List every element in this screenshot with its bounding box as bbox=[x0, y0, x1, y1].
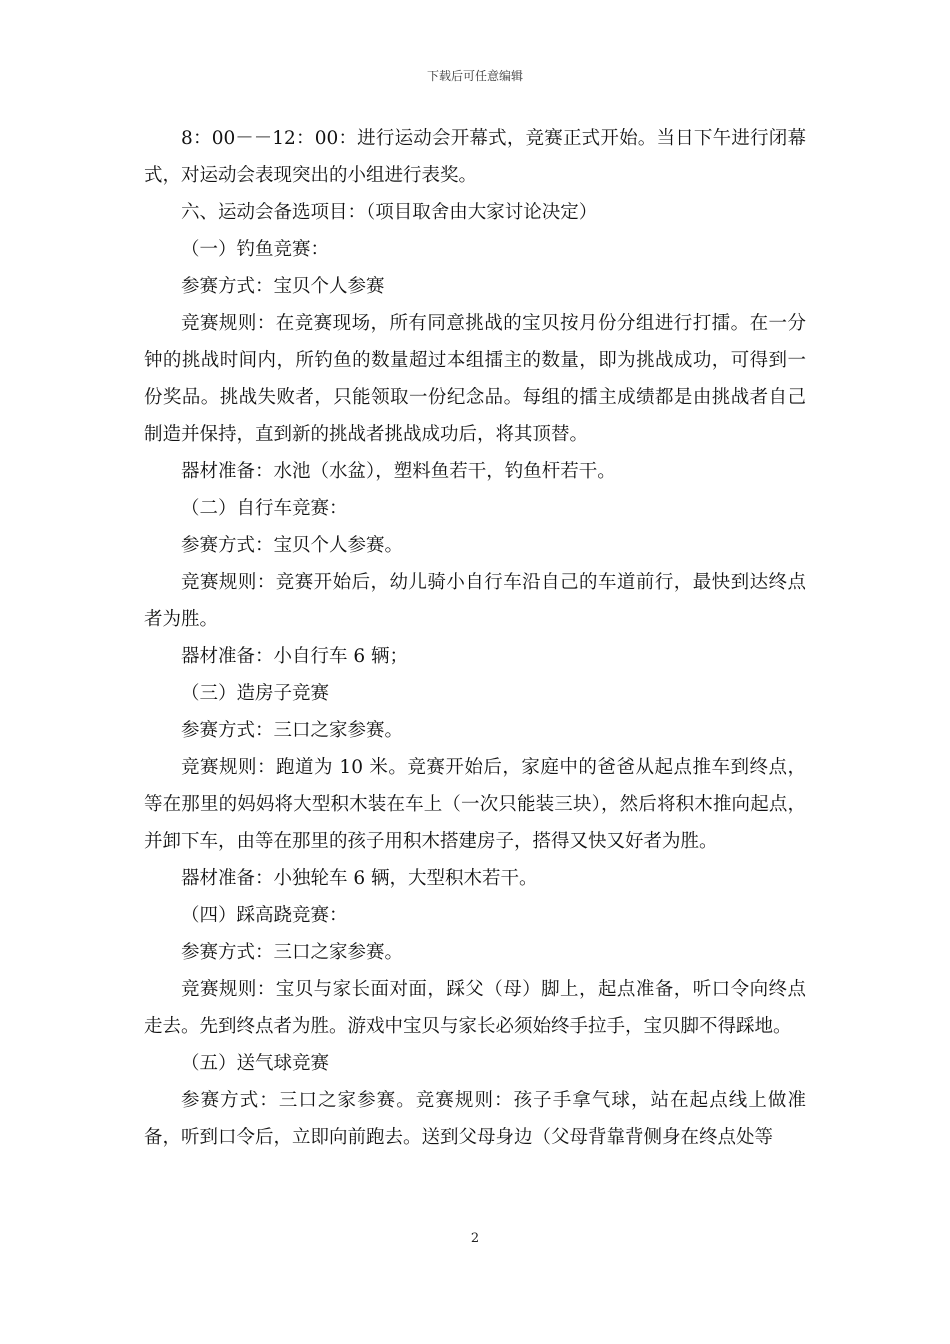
paragraph: 参赛方式：宝贝个人参赛。 bbox=[181, 535, 404, 556]
paragraph: 竞赛规则：宝贝与家长面对面，踩父（母）脚上，起点准备，听口令向终点走去。先到终点者为胜。游戏中宝贝与家长必须始终手拉手，宝贝脚不得踩地。 bbox=[144, 979, 806, 1037]
paragraph: 参赛方式：三口之家参赛。竞赛规则：孩子手拿气球，站在起点线上做准备，听到口令后，立即向前跑去。送到父母身边（父母背靠背侧身在终点处等 bbox=[144, 1090, 806, 1148]
page-header: 下载后可任意编辑 bbox=[426, 69, 523, 83]
paragraph: 8：00－－12：00：进行运动会开幕式，竞赛正式开始。当日下午进行闭幕式，对运动会表现突出的小组进行表奖。 bbox=[144, 128, 806, 186]
page-number: 2 bbox=[470, 1231, 480, 1246]
paragraph: 参赛方式：宝贝个人参赛 bbox=[181, 276, 385, 297]
paragraph: 竞赛规则：竞赛开始后，幼儿骑小自行车沿自己的车道前行，最快到达终点者为胜。 bbox=[144, 572, 806, 630]
subsection-heading: （一）钓鱼竞赛： bbox=[181, 239, 330, 260]
paragraph: 参赛方式：三口之家参赛。 bbox=[181, 720, 404, 741]
paragraph: 参赛方式：三口之家参赛。 bbox=[181, 942, 404, 963]
subsection-heading: （四）踩高跷竞赛： bbox=[181, 905, 348, 926]
subsection-heading: （五）送气球竞赛 bbox=[181, 1053, 330, 1074]
subsection-heading: （三）造房子竞赛 bbox=[181, 683, 330, 704]
document-body bbox=[144, 120, 806, 1156]
paragraph: 器材准备：小独轮车 6 辆，大型积木若干。 bbox=[181, 868, 538, 889]
paragraph: 竞赛规则：跑道为 10 米。竞赛开始后，家庭中的爸爸从起点推车到终点，等在那里的妈妈将大型积木装在车上（一次只能装三块），然后将积木推向起点，并卸下车，由等在那里的孩子用积木搭建房子，搭得又快又好者为胜。 bbox=[144, 757, 806, 852]
section-heading: 六、运动会备选项目：（项目取舍由大家讨论决定） bbox=[181, 202, 598, 223]
paragraph: 器材准备：水池（水盆），塑料鱼若干，钓鱼杆若干。 bbox=[181, 461, 616, 482]
paragraph: 竞赛规则：在竞赛现场，所有同意挑战的宝贝按月份分组进行打擂。在一分钟的挑战时间内，所钓鱼的数量超过本组擂主的数量，即为挑战成功，可得到一份奖品。挑战失败者，只能领取一份纪念品。每组的擂主成绩都是由挑战者自己制造并保持，直到新的挑战者挑战成功后，将其顶替。 bbox=[144, 313, 806, 445]
subsection-heading: （二）自行车竞赛： bbox=[181, 498, 348, 519]
paragraph: 器材准备：小自行车 6 辆； bbox=[181, 646, 409, 667]
